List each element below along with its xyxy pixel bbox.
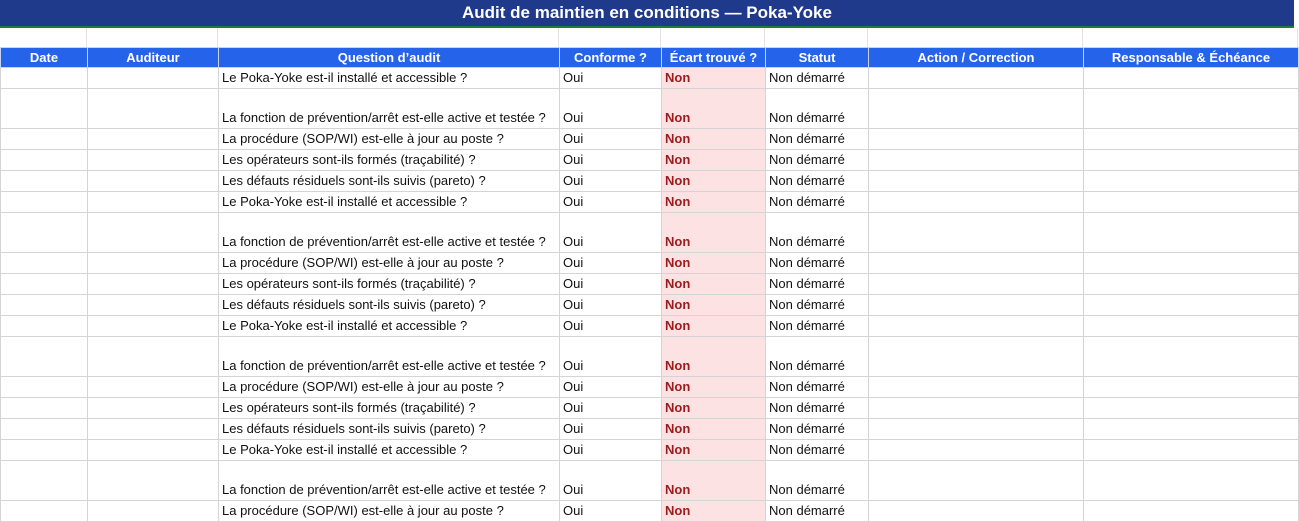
responsable-cell[interactable] — [1084, 213, 1299, 253]
question-cell[interactable]: Le Poka-Yoke est-il installé et accessible ? — [219, 68, 560, 89]
ecart-cell[interactable]: Non — [662, 461, 766, 501]
action-cell[interactable] — [869, 501, 1084, 522]
conforme-cell[interactable]: Oui — [560, 68, 662, 89]
responsable-cell[interactable] — [1084, 150, 1299, 171]
action-cell[interactable] — [869, 316, 1084, 337]
action-cell[interactable] — [869, 68, 1084, 89]
date-cell[interactable] — [1, 274, 88, 295]
header-conforme[interactable]: Conforme ? — [560, 48, 662, 68]
statut-cell[interactable]: Non démarré — [766, 295, 869, 316]
table-row — [1, 68, 1299, 89]
date-cell[interactable] — [1, 398, 88, 419]
date-cell[interactable] — [1, 337, 88, 377]
table-row — [1, 274, 1299, 295]
action-cell[interactable] — [869, 440, 1084, 461]
statut-cell[interactable]: Non démarré — [766, 192, 869, 213]
date-cell[interactable] — [1, 150, 88, 171]
conforme-cell[interactable]: Oui — [560, 171, 662, 192]
table-row — [1, 213, 1299, 253]
question-cell[interactable]: Les défauts résiduels sont-ils suivis (pareto) ? — [219, 419, 560, 440]
statut-cell[interactable]: Non démarré — [766, 316, 869, 337]
ecart-cell[interactable]: Non — [662, 316, 766, 337]
statut-cell[interactable]: Non démarré — [766, 337, 869, 377]
date-cell[interactable] — [1, 440, 88, 461]
auditeur-cell[interactable] — [88, 68, 219, 89]
question-cell[interactable]: La procédure (SOP/WI) est-elle à jour au poste ? — [219, 253, 560, 274]
date-cell[interactable] — [1, 253, 88, 274]
responsable-cell[interactable] — [1084, 295, 1299, 316]
conforme-cell[interactable]: Oui — [560, 150, 662, 171]
auditeur-cell[interactable] — [88, 398, 219, 419]
action-cell[interactable] — [869, 129, 1084, 150]
conforme-cell[interactable]: Oui — [560, 253, 662, 274]
date-cell[interactable] — [1, 501, 88, 522]
conforme-cell[interactable]: Oui — [560, 192, 662, 213]
statut-cell[interactable]: Non démarré — [766, 253, 869, 274]
question-cell[interactable]: La procédure (SOP/WI) est-elle à jour au poste ? — [219, 129, 560, 150]
auditeur-cell[interactable] — [88, 213, 219, 253]
conforme-cell[interactable]: Oui — [560, 274, 662, 295]
audit-table — [0, 47, 1299, 522]
question-cell[interactable]: La procédure (SOP/WI) est-elle à jour au poste ? — [219, 501, 560, 522]
question-cell[interactable]: La fonction de prévention/arrêt est-elle active et testée ? — [219, 89, 560, 129]
auditeur-cell[interactable] — [88, 150, 219, 171]
header-statut[interactable]: Statut — [766, 48, 869, 68]
responsable-cell[interactable] — [1084, 337, 1299, 377]
ecart-cell[interactable]: Non — [662, 377, 766, 398]
ecart-cell[interactable]: Non — [662, 295, 766, 316]
date-cell[interactable] — [1, 129, 88, 150]
responsable-cell[interactable] — [1084, 274, 1299, 295]
date-cell[interactable] — [1, 192, 88, 213]
question-cell[interactable]: Les défauts résiduels sont-ils suivis (pareto) ? — [219, 295, 560, 316]
responsable-cell[interactable] — [1084, 419, 1299, 440]
table-row — [1, 337, 1299, 377]
responsable-cell[interactable] — [1084, 398, 1299, 419]
table-row — [1, 440, 1299, 461]
statut-cell[interactable]: Non démarré — [766, 419, 869, 440]
table-row — [1, 501, 1299, 522]
auditeur-cell[interactable] — [88, 440, 219, 461]
question-cell[interactable]: Les opérateurs sont-ils formés (traçabilité) ? — [219, 150, 560, 171]
auditeur-cell[interactable] — [88, 129, 219, 150]
conforme-cell[interactable]: Oui — [560, 461, 662, 501]
question-cell[interactable]: La fonction de prévention/arrêt est-elle active et testée ? — [219, 337, 560, 377]
statut-cell[interactable]: Non démarré — [766, 89, 869, 129]
conforme-cell[interactable]: Oui — [560, 89, 662, 129]
action-cell[interactable] — [869, 213, 1084, 253]
responsable-cell[interactable] — [1084, 377, 1299, 398]
table-body — [1, 68, 1299, 522]
auditeur-cell[interactable] — [88, 501, 219, 522]
table-row — [1, 419, 1299, 440]
responsable-cell[interactable] — [1084, 316, 1299, 337]
statut-cell[interactable]: Non démarré — [766, 461, 869, 501]
statut-cell[interactable]: Non démarré — [766, 501, 869, 522]
question-cell[interactable]: Les opérateurs sont-ils formés (traçabilité) ? — [219, 274, 560, 295]
ecart-cell[interactable]: Non — [662, 398, 766, 419]
responsable-cell[interactable] — [1084, 129, 1299, 150]
ecart-cell[interactable]: Non — [662, 192, 766, 213]
auditeur-cell[interactable] — [88, 461, 219, 501]
responsable-cell[interactable] — [1084, 501, 1299, 522]
ecart-cell[interactable]: Non — [662, 337, 766, 377]
table-row — [1, 192, 1299, 213]
date-cell[interactable] — [1, 461, 88, 501]
responsable-cell[interactable] — [1084, 192, 1299, 213]
ecart-cell[interactable]: Non — [662, 129, 766, 150]
ecart-cell[interactable]: Non — [662, 213, 766, 253]
auditeur-cell[interactable] — [88, 316, 219, 337]
ecart-cell[interactable]: Non — [662, 440, 766, 461]
action-cell[interactable] — [869, 419, 1084, 440]
auditeur-cell[interactable] — [88, 89, 219, 129]
ecart-cell[interactable]: Non — [662, 150, 766, 171]
table-row — [1, 150, 1299, 171]
conforme-cell[interactable]: Oui — [560, 337, 662, 377]
conforme-cell[interactable]: Oui — [560, 377, 662, 398]
conforme-cell[interactable]: Oui — [560, 316, 662, 337]
question-cell[interactable]: Le Poka-Yoke est-il installé et accessible ? — [219, 440, 560, 461]
header-date[interactable]: Date — [1, 48, 88, 68]
table-row — [1, 171, 1299, 192]
header-responsable[interactable]: Responsable & Échéance — [1084, 48, 1299, 68]
action-cell[interactable] — [869, 274, 1084, 295]
table-row — [1, 89, 1299, 129]
date-cell[interactable] — [1, 295, 88, 316]
conforme-cell[interactable]: Oui — [560, 398, 662, 419]
action-cell[interactable] — [869, 89, 1084, 129]
action-cell[interactable] — [869, 253, 1084, 274]
date-cell[interactable] — [1, 419, 88, 440]
ecart-cell[interactable]: Non — [662, 89, 766, 129]
auditeur-cell[interactable] — [88, 274, 219, 295]
responsable-cell[interactable] — [1084, 461, 1299, 501]
date-cell[interactable] — [1, 377, 88, 398]
action-cell[interactable] — [869, 377, 1084, 398]
table-row — [1, 461, 1299, 501]
table-row — [1, 253, 1299, 274]
statut-cell[interactable]: Non démarré — [766, 377, 869, 398]
question-cell[interactable]: La fonction de prévention/arrêt est-elle active et testée ? — [219, 213, 560, 253]
responsable-cell[interactable] — [1084, 253, 1299, 274]
date-cell[interactable] — [1, 68, 88, 89]
question-cell[interactable]: Le Poka-Yoke est-il installé et accessible ? — [219, 192, 560, 213]
statut-cell[interactable]: Non démarré — [766, 68, 869, 89]
conforme-cell[interactable]: Oui — [560, 440, 662, 461]
ecart-cell[interactable]: Non — [662, 274, 766, 295]
ecart-cell[interactable]: Non — [662, 419, 766, 440]
responsable-cell[interactable] — [1084, 440, 1299, 461]
responsable-cell[interactable] — [1084, 171, 1299, 192]
table-row — [1, 316, 1299, 337]
ecart-cell[interactable]: Non — [662, 68, 766, 89]
conforme-cell[interactable]: Oui — [560, 213, 662, 253]
table-row — [1, 295, 1299, 316]
statut-cell[interactable]: Non démarré — [766, 171, 869, 192]
date-cell[interactable] — [1, 171, 88, 192]
header-question[interactable]: Question d’audit — [219, 48, 560, 68]
header-ecart[interactable]: Écart trouvé ? — [662, 48, 766, 68]
action-cell[interactable] — [869, 171, 1084, 192]
statut-cell[interactable]: Non démarré — [766, 129, 869, 150]
conforme-cell[interactable]: Oui — [560, 419, 662, 440]
header-auditeur[interactable]: Auditeur — [88, 48, 219, 68]
auditeur-cell[interactable] — [88, 295, 219, 316]
auditeur-cell[interactable] — [88, 253, 219, 274]
conforme-cell[interactable]: Oui — [560, 129, 662, 150]
header-action[interactable]: Action / Correction — [869, 48, 1084, 68]
table-row — [1, 377, 1299, 398]
action-cell[interactable] — [869, 295, 1084, 316]
question-cell[interactable]: La fonction de prévention/arrêt est-elle active et testée ? — [219, 461, 560, 501]
action-cell[interactable] — [869, 398, 1084, 419]
auditeur-cell[interactable] — [88, 419, 219, 440]
action-cell[interactable] — [869, 337, 1084, 377]
date-cell[interactable] — [1, 89, 88, 129]
auditeur-cell[interactable] — [88, 377, 219, 398]
responsable-cell[interactable] — [1084, 89, 1299, 129]
date-cell[interactable] — [1, 316, 88, 337]
auditeur-cell[interactable] — [88, 171, 219, 192]
sheet-title[interactable]: Audit de maintien en conditions — Poka-Yoke — [0, 0, 1294, 28]
responsable-cell[interactable] — [1084, 68, 1299, 89]
header-row — [1, 48, 1299, 68]
table-row — [1, 398, 1299, 419]
action-cell[interactable] — [869, 461, 1084, 501]
ecart-cell[interactable]: Non — [662, 171, 766, 192]
ecart-cell[interactable]: Non — [662, 501, 766, 522]
question-cell[interactable]: Les défauts résiduels sont-ils suivis (pareto) ? — [219, 171, 560, 192]
conforme-cell[interactable]: Oui — [560, 295, 662, 316]
auditeur-cell[interactable] — [88, 337, 219, 377]
auditeur-cell[interactable] — [88, 192, 219, 213]
table-row — [1, 129, 1299, 150]
statut-cell[interactable]: Non démarré — [766, 213, 869, 253]
question-cell[interactable]: Le Poka-Yoke est-il installé et accessible ? — [219, 316, 560, 337]
statut-cell[interactable]: Non démarré — [766, 150, 869, 171]
ecart-cell[interactable]: Non — [662, 253, 766, 274]
question-cell[interactable]: La procédure (SOP/WI) est-elle à jour au poste ? — [219, 377, 560, 398]
date-cell[interactable] — [1, 213, 88, 253]
question-cell[interactable]: Les opérateurs sont-ils formés (traçabilité) ? — [219, 398, 560, 419]
empty-row[interactable] — [0, 28, 1299, 47]
statut-cell[interactable]: Non démarré — [766, 398, 869, 419]
statut-cell[interactable]: Non démarré — [766, 274, 869, 295]
conforme-cell[interactable]: Oui — [560, 501, 662, 522]
action-cell[interactable] — [869, 192, 1084, 213]
action-cell[interactable] — [869, 150, 1084, 171]
statut-cell[interactable]: Non démarré — [766, 440, 869, 461]
